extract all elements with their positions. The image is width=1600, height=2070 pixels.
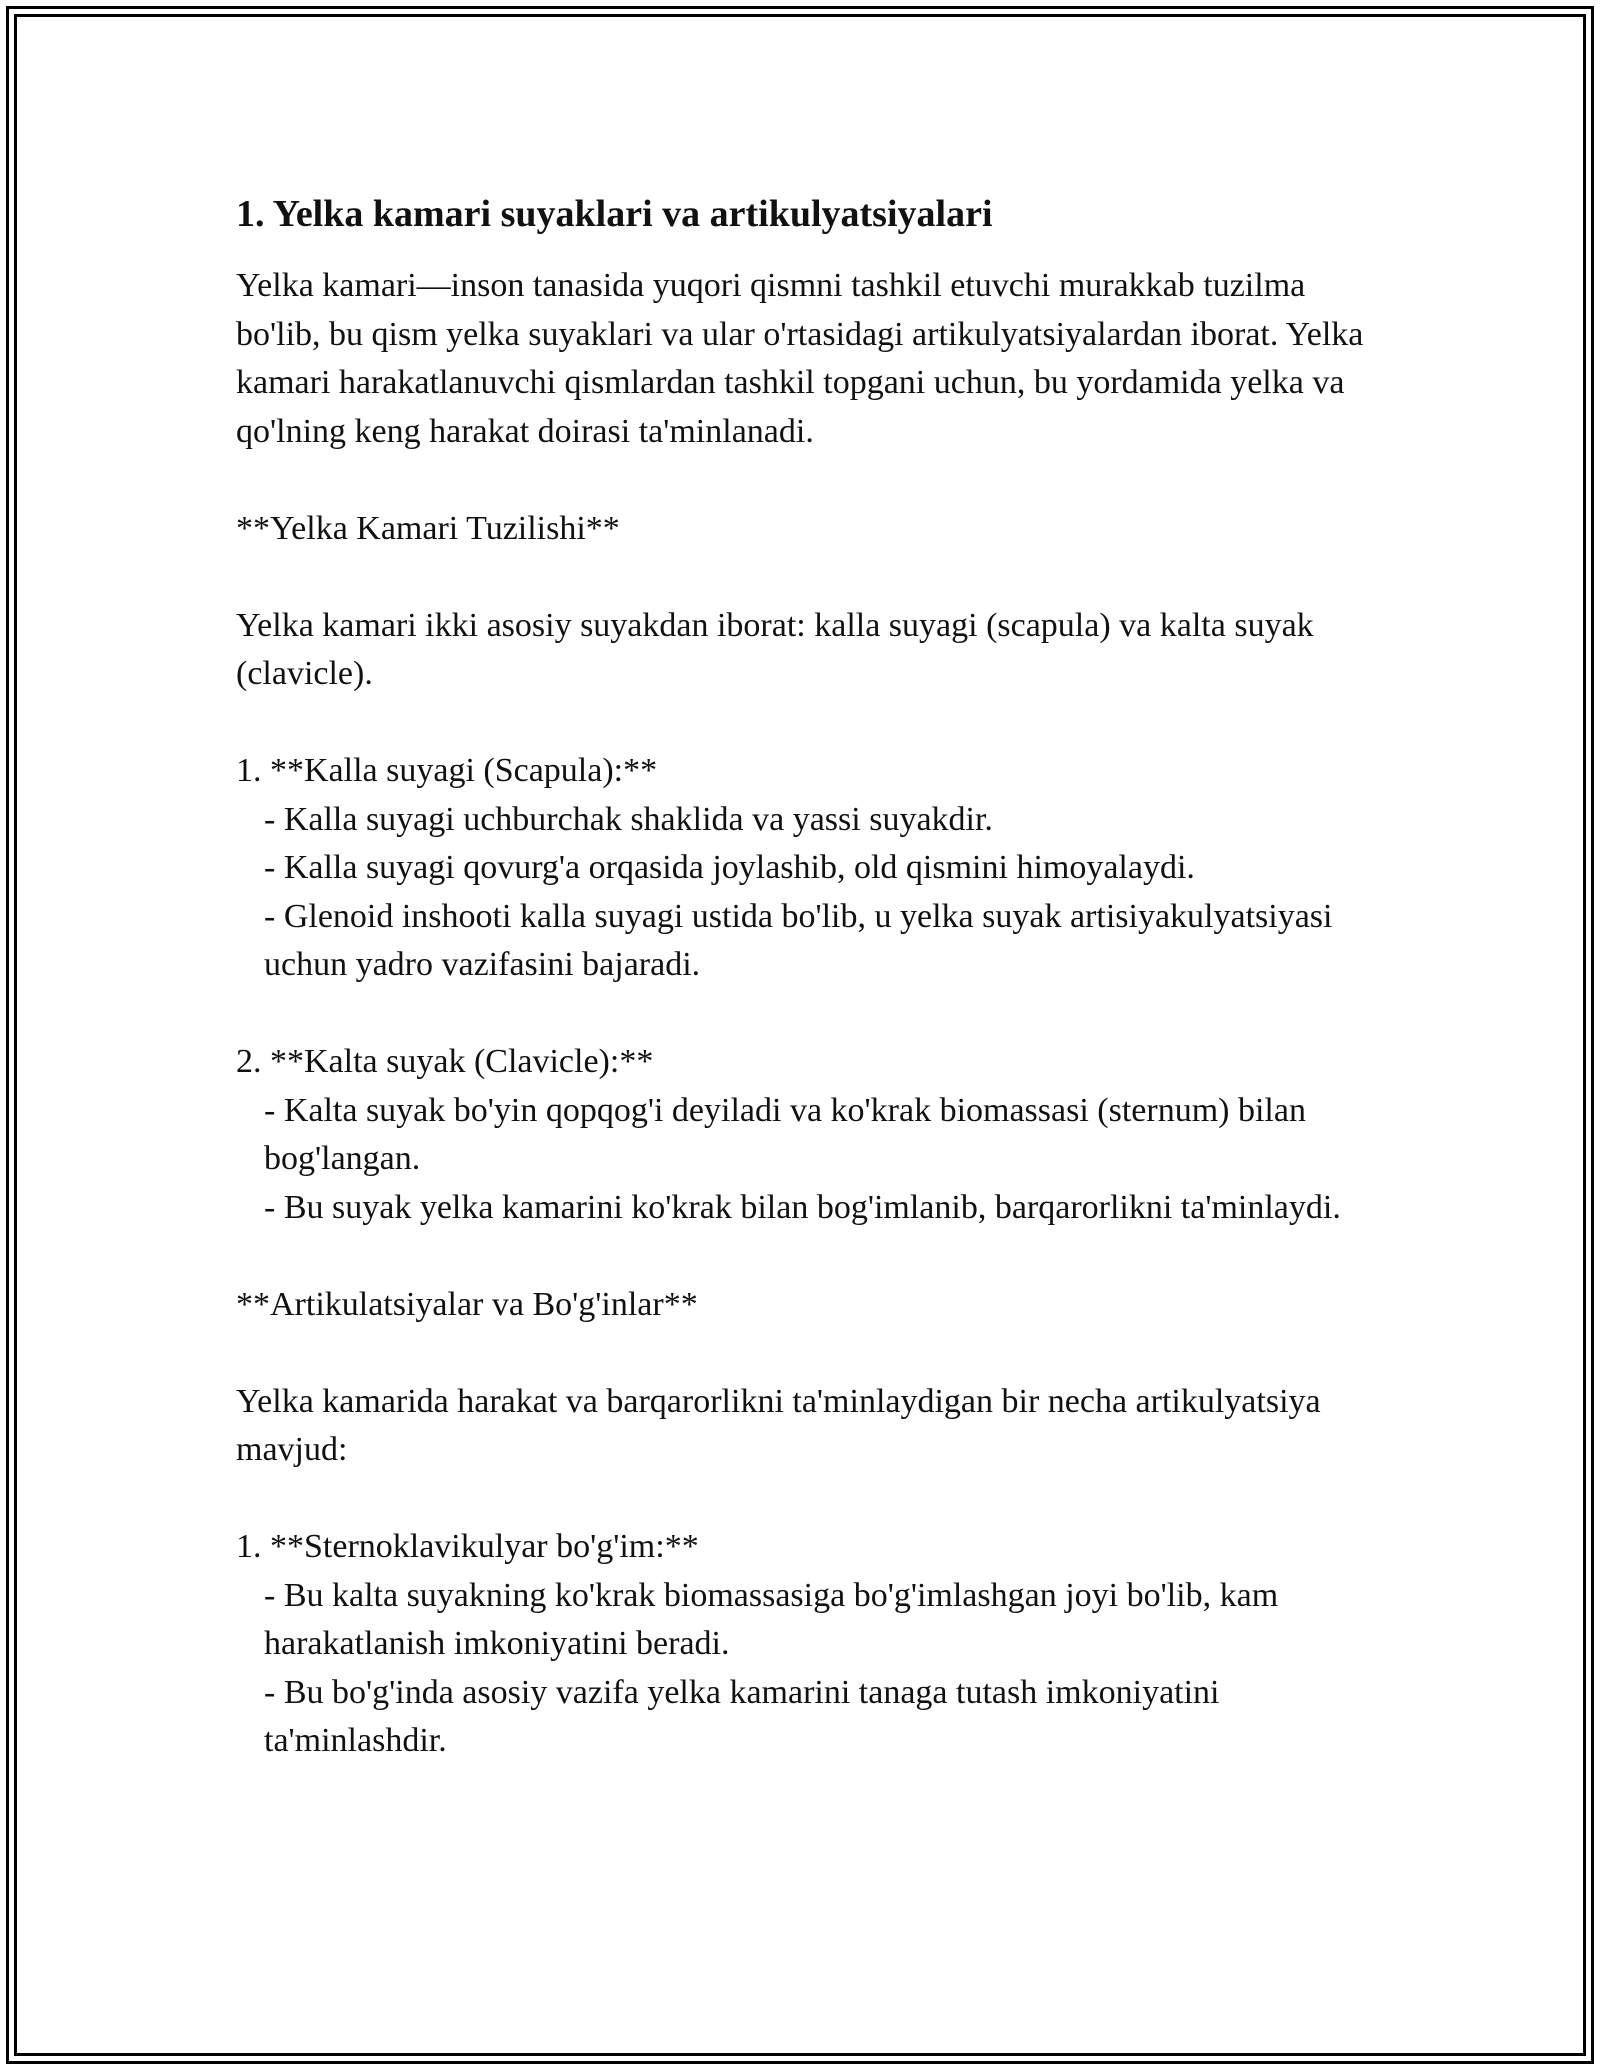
list-item: - Bu suyak yelka kamarini ko'krak bilan bog'imlanib, barqarorlikni ta'minlaydi.	[264, 1188, 1341, 1226]
section-heading-structure: **Yelka Kamari Tuzilishi**	[236, 509, 620, 547]
list-item: - Bu bo'g'inda asosiy vazifa yelka kamarini tanaga tutash imkoniyatini ta'minlashdir.	[264, 1673, 1220, 1759]
sternoclavicular-list	[236, 1523, 1366, 1766]
list-item: - Bu kalta suyakning ko'krak biomassasiga bo'g'imlashgan joyi bo'lib, kam harakatlanish imkoniyatini beradi.	[264, 1576, 1279, 1662]
section-heading-articulations: **Artikulatsiyalar va Bo'g'inlar**	[236, 1285, 698, 1323]
structure-paragraph: Yelka kamari ikki asosiy suyakdan iborat: kalla suyagi (scapula) va kalta suyak (clavicle).	[236, 606, 1314, 692]
scapula-title: 1. **Kalla suyagi (Scapula):**	[236, 752, 658, 789]
clavicle-title: 2. **Kalta suyak (Clavicle):**	[236, 1043, 654, 1080]
list-item: - Kalta suyak bo'yin qopqog'i deyiladi va ko'krak biomassasi (sternum) bilan bog'langan.	[264, 1091, 1306, 1177]
list-item: - Glenoid inshooti kalla suyagi ustida bo'lib, u yelka suyak artisiyakulyatsiyasi uchun yadro vazifasini bajaradi.	[264, 897, 1333, 983]
scapula-list	[236, 747, 1366, 990]
clavicle-list	[236, 1038, 1366, 1232]
list-item: - Kalla suyagi uchburchak shaklida va yassi suyakdir.	[264, 800, 993, 838]
sternoclavicular-title: 1. **Sternoklavikulyar bo'g'im:**	[236, 1528, 699, 1565]
document-title: 1. Yelka kamari suyaklari va artikulyatsiyalari	[236, 193, 993, 235]
list-item: - Kalla suyagi qovurg'a orqasida joylashib, old qismini himoyalaydi.	[264, 849, 1195, 886]
articulations-paragraph: Yelka kamarida harakat va barqarorlikni ta'minlaydigan bir necha artikulyatsiya mavjud:	[236, 1382, 1321, 1468]
intro-paragraph: Yelka kamari—inson tanasida yuqori qismni tashkil etuvchi murakkab tuzilma bo'lib, bu qism yelka suyaklari va ular o'rtasidagi artikulyatsiyalardan iborat. Yelka kamari harakatlanuvchi qismlardan tashkil topgani uchun, bu yordamida yelka va qo'lning keng harakat doirasi ta'minlanadi.	[236, 267, 1364, 450]
document-body	[236, 190, 1366, 1814]
